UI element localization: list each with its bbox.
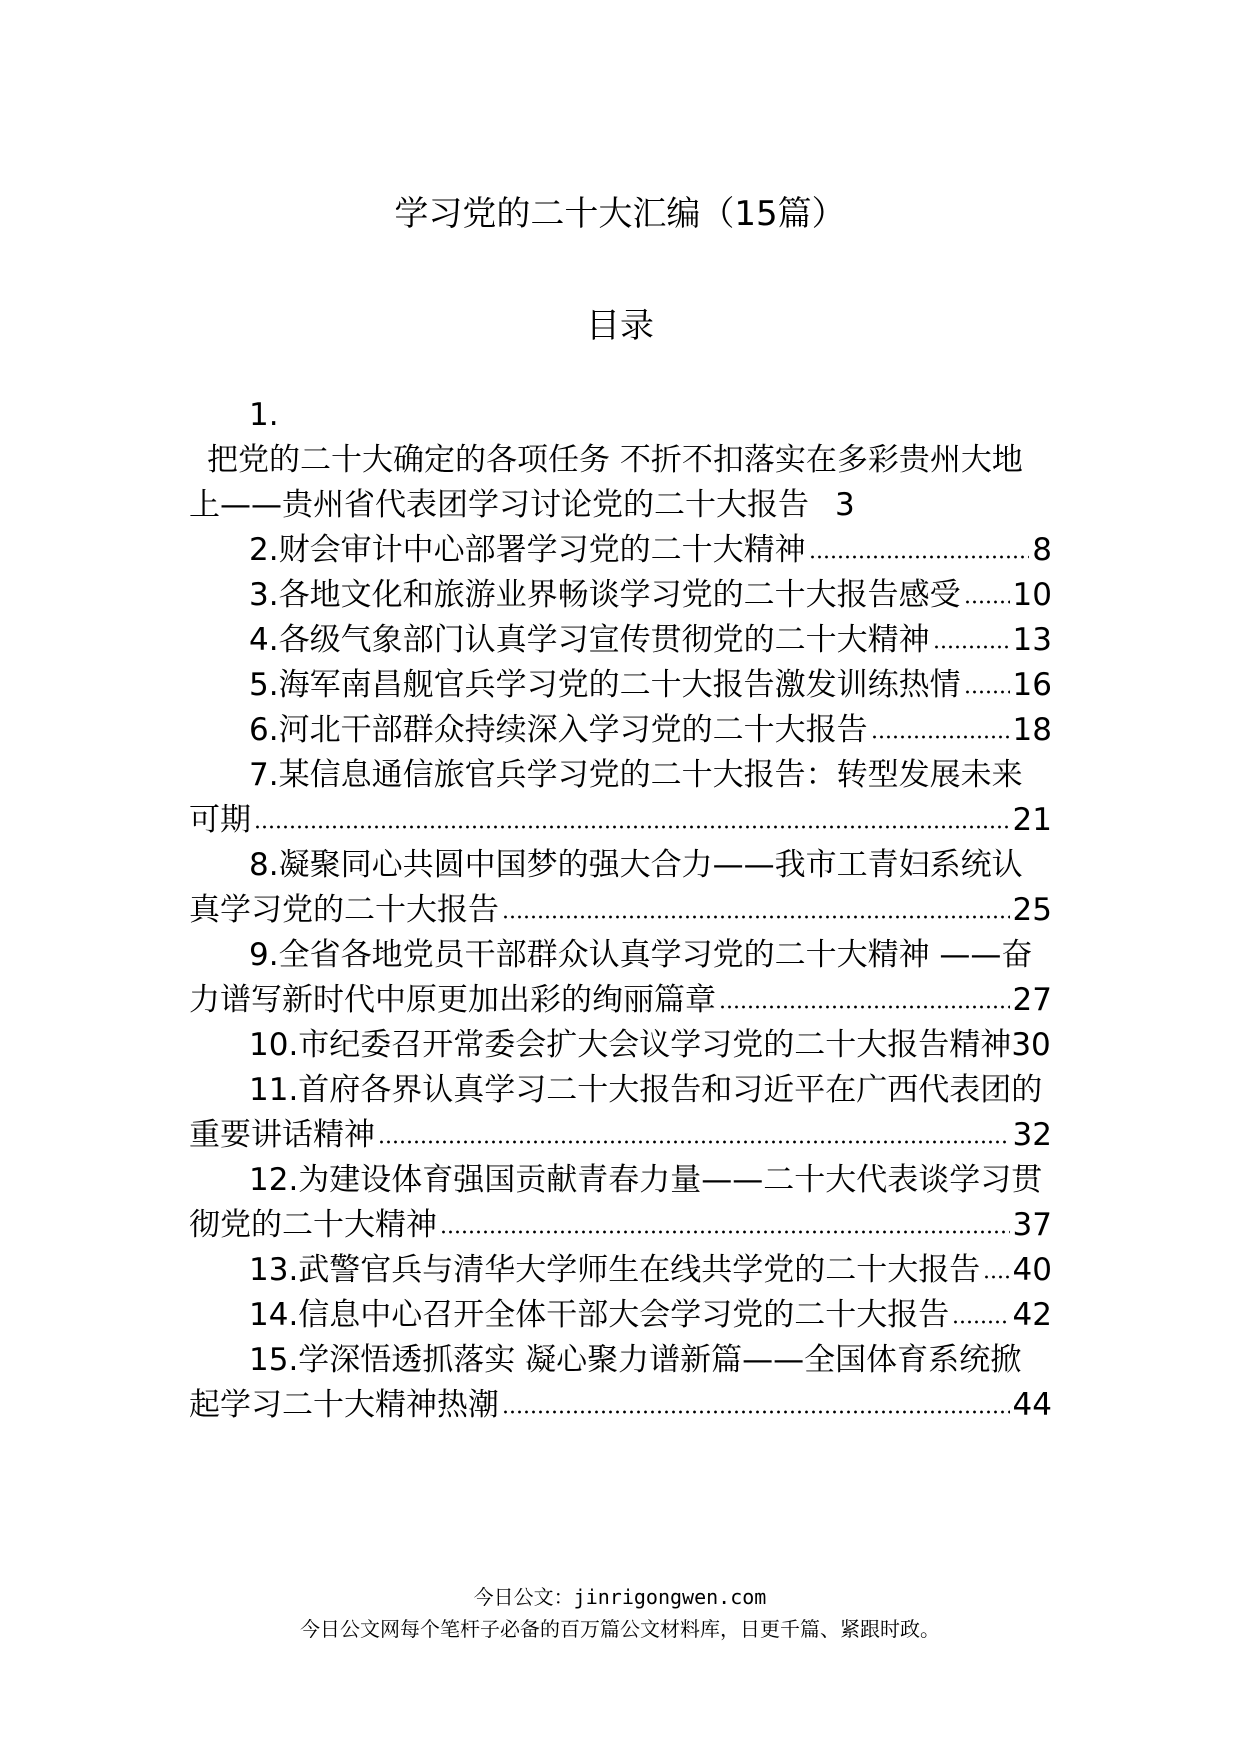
dot-leader [933, 644, 1010, 650]
toc-item-5-page: 16 [1012, 667, 1052, 703]
toc-item-12-line-1[interactable] [189, 1158, 1052, 1203]
toc-item-9-title: 9.全省各地党员干部群众认真学习党的二十大精神 ——奋 [249, 937, 1033, 973]
toc-item-3-title: 3.各地文化和旅游业界畅谈学习党的二十大报告感受 [249, 577, 961, 613]
footer-site [0, 1582, 1240, 1612]
toc-item-5-title: 5.海军南昌舰官兵学习党的二十大报告激发训练热情 [249, 667, 961, 703]
toc-item-14-title: 14.信息中心召开全体干部大会学习党的二十大报告 [249, 1297, 950, 1333]
dot-leader [952, 1319, 1009, 1325]
dot-leader [809, 554, 1030, 560]
dot-leader [964, 599, 1010, 605]
dot-leader [964, 689, 1010, 695]
toc-item-13-page: 40 [1012, 1252, 1052, 1288]
toc-item-12-title: 12.为建设体育强国贡献青春力量——二十大代表谈学习贯 [249, 1162, 1043, 1198]
toc-item-7-title-cont: 可期 [189, 802, 251, 838]
toc-item-11-page: 32 [1012, 1117, 1052, 1153]
toc-item-9-line-2[interactable] [189, 978, 1052, 1023]
dot-leader [983, 1274, 1009, 1280]
toc-item-4[interactable] [189, 618, 1052, 663]
toc-item-15-line-2[interactable] [189, 1383, 1052, 1428]
toc-item-10[interactable] [189, 1023, 1052, 1068]
toc-item-6-title: 6.河北干部群众持续深入学习党的二十大报告 [249, 712, 868, 748]
toc-item-1-title: 把党的二十大确定的各项任务 不折不扣落实在多彩贵州大地 [207, 442, 1023, 478]
toc-item-12-line-2[interactable] [189, 1203, 1052, 1248]
toc-item-15-line-1[interactable] [189, 1338, 1052, 1383]
dot-leader [719, 1004, 1010, 1010]
toc-item-2-page: 8 [1032, 532, 1052, 568]
table-of-contents [189, 393, 1052, 1428]
toc-item-9-line-1[interactable] [189, 933, 1052, 978]
toc-item-8-line-2[interactable] [189, 888, 1052, 933]
toc-item-7-page: 21 [1012, 802, 1052, 838]
toc-item-5[interactable] [189, 663, 1052, 708]
toc-item-8-page: 25 [1012, 892, 1052, 928]
toc-item-2-title: 2.财会审计中心部署学习党的二十大精神 [249, 532, 806, 568]
footer-site-label: 今日公文： [473, 1585, 574, 1609]
toc-item-1-title-cont: 上——贵州省代表团学习讨论党的二十大报告 [189, 487, 809, 523]
footer-slogan: 今日公文网每个笔杆子必备的百万篇公文材料库，日更千篇、紧跟时政。 [300, 1617, 940, 1641]
toc-item-11-title-cont: 重要讲话精神 [189, 1117, 375, 1153]
toc-item-12-title-cont: 彻党的二十大精神 [189, 1207, 437, 1243]
toc-item-10-page: 30 [1011, 1027, 1051, 1063]
toc-item-1-page: 3 [835, 487, 855, 523]
toc-item-15-title-cont: 起学习二十大精神热潮 [189, 1387, 499, 1423]
toc-item-4-page: 13 [1012, 622, 1052, 658]
dot-leader [502, 914, 1010, 920]
toc-item-3-page: 10 [1012, 577, 1052, 613]
toc-item-7-title: 7.某信息通信旅官兵学习党的二十大报告：转型发展未来 [249, 757, 1023, 793]
toc-item-1-line-2[interactable] [189, 483, 1052, 528]
toc-item-8-line-1[interactable] [189, 843, 1052, 888]
toc-item-6[interactable] [189, 708, 1052, 753]
toc-item-9-page: 27 [1012, 982, 1052, 1018]
toc-item-7-line-1[interactable] [189, 753, 1052, 798]
dot-leader [378, 1139, 1010, 1145]
toc-item-10-title: 10.市纪委召开常委会扩大会议学习党的二十大报告精神 [249, 1027, 1012, 1063]
toc-item-13-title: 13.武警官兵与清华大学师生在线共学党的二十大报告 [249, 1252, 981, 1288]
toc-item-11-line-1[interactable] [189, 1068, 1052, 1113]
toc-item-9-title-cont: 力谱写新时代中原更加出彩的绚丽篇章 [189, 982, 716, 1018]
toc-item-6-page: 18 [1012, 712, 1052, 748]
toc-item-1-line-1[interactable] [189, 438, 1052, 483]
toc-item-12-page: 37 [1012, 1207, 1052, 1243]
toc-item-13[interactable] [189, 1248, 1052, 1293]
document-title: 学习党的二十大汇编（15篇） [394, 194, 846, 234]
dot-leader [440, 1229, 1010, 1235]
toc-item-11-title: 11.首府各界认真学习二十大报告和习近平在广西代表团的 [249, 1072, 1043, 1108]
toc-item-15-page: 44 [1012, 1387, 1052, 1423]
toc-item-8-title: 8.凝聚同心共圆中国梦的强大合力——我市工青妇系统认 [249, 847, 1023, 883]
toc-item-8-title-cont: 真学习党的二十大报告 [189, 892, 499, 928]
toc-item-2[interactable] [189, 528, 1052, 573]
toc-item-1-number: 1. [249, 397, 279, 433]
toc-item-1-number-line [189, 393, 1052, 438]
toc-item-3[interactable] [189, 573, 1052, 618]
dot-leader [254, 824, 1010, 830]
toc-item-14[interactable] [189, 1293, 1052, 1338]
toc-item-15-title: 15.学深悟透抓落实 凝心聚力谱新篇——全国体育系统掀 [249, 1342, 1022, 1378]
toc-item-14-page: 42 [1012, 1297, 1052, 1333]
toc-item-7-line-2[interactable] [189, 798, 1052, 843]
toc-item-4-title: 4.各级气象部门认真学习宣传贯彻党的二十大精神 [249, 622, 930, 658]
dot-leader [502, 1409, 1010, 1415]
toc-heading: 目录 [586, 306, 654, 346]
footer-site-link[interactable]: jinrigongwen.com [573, 1585, 767, 1609]
toc-item-11-line-2[interactable] [189, 1113, 1052, 1158]
dot-leader [871, 734, 1010, 740]
